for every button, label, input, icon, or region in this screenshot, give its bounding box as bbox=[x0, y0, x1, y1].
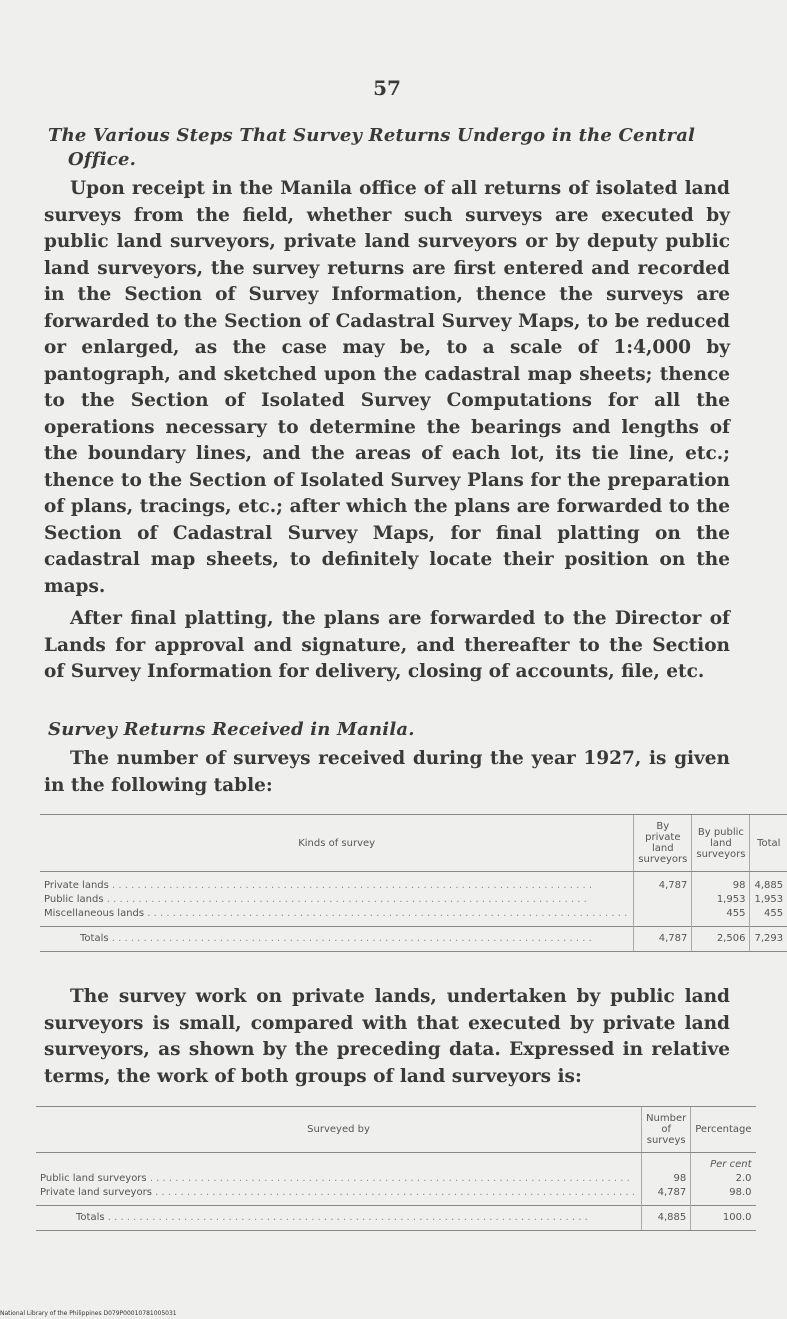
cell-number: 98 bbox=[642, 1172, 691, 1186]
col-kinds-of-survey: Kinds of survey bbox=[40, 815, 634, 872]
col-by-private: By private land surveyors bbox=[634, 815, 692, 872]
percentage-table bbox=[36, 1106, 756, 1231]
col-by-public: By public land surveyors bbox=[692, 815, 750, 872]
total-percentage: 100.0 bbox=[691, 1206, 756, 1231]
row-label: Private land surveyors . . . bbox=[40, 1187, 637, 1198]
cell-total: 4,885 bbox=[750, 872, 787, 894]
cell-total: 1,953 bbox=[750, 893, 787, 907]
table-row bbox=[40, 893, 787, 907]
paragraph-final-platting: After final platting, the plans are forwarded to the Director of Lands for approval and signature, and thereafter to the Section of Survey Information for delivery, closing of accounts, file, etc. bbox=[44, 608, 730, 682]
totals-label: Totals . . . bbox=[80, 933, 594, 944]
cell-public: 98 bbox=[692, 872, 750, 894]
cell-public: 455 bbox=[692, 907, 750, 927]
table-row bbox=[40, 907, 787, 927]
paragraph-table-intro: The number of surveys received during the year 1927, is given in the following table: bbox=[44, 748, 730, 796]
table-row bbox=[36, 1172, 756, 1186]
cell-number: 4,787 bbox=[642, 1186, 691, 1206]
row-label: Miscellaneous lands . . . bbox=[44, 908, 629, 919]
table-row bbox=[36, 1186, 756, 1206]
col-surveyed-by: Surveyed by bbox=[36, 1107, 642, 1153]
unit-row bbox=[36, 1153, 756, 1173]
cell-private bbox=[634, 893, 692, 907]
row-label: Public land surveyors . . . bbox=[40, 1173, 632, 1184]
cell-total: 455 bbox=[750, 907, 787, 927]
section-heading-line2: Office. bbox=[68, 149, 137, 170]
cell-private bbox=[634, 907, 692, 927]
col-number-of-surveys: Number of surveys bbox=[642, 1107, 691, 1153]
col-total: Total bbox=[750, 815, 787, 872]
percent-unit-label: Per cent bbox=[691, 1153, 756, 1173]
page-number: 57 bbox=[373, 76, 401, 100]
surveys-received-table bbox=[40, 814, 787, 952]
col-percentage: Percentage bbox=[691, 1107, 756, 1153]
total-public: 2,506 bbox=[692, 927, 750, 952]
cell-percentage: 98.0 bbox=[691, 1186, 756, 1206]
totals-row bbox=[40, 927, 787, 952]
section-heading-returns: Survey Returns Received in Manila. bbox=[48, 719, 415, 740]
cell-percentage: 2.0 bbox=[691, 1172, 756, 1186]
table-row bbox=[40, 872, 787, 894]
total-private: 4,787 bbox=[634, 927, 692, 952]
totals-label: Totals . . . bbox=[76, 1212, 590, 1223]
section-heading bbox=[48, 124, 738, 172]
row-label: Private lands . . . bbox=[44, 880, 594, 891]
library-footer: National Library of the Philippines D079P00010781005031 bbox=[0, 1310, 177, 1317]
cell-private: 4,787 bbox=[634, 872, 692, 894]
totals-row bbox=[36, 1206, 756, 1231]
row-label: Public lands . . . bbox=[44, 894, 589, 905]
cell-public: 1,953 bbox=[692, 893, 750, 907]
paragraph-comparison: The survey work on private lands, undertaken by public land surveyors is small, compared with that executed by private land surveyors, as shown by the preceding data. Expressed in relative terms, the work of both groups of land surveyors is: bbox=[44, 986, 730, 1087]
section-heading-line1: The Various Steps That Survey Returns Undergo in the Central bbox=[48, 125, 696, 146]
total-all: 7,293 bbox=[750, 927, 787, 952]
paragraph-steps: Upon receipt in the Manila office of all returns of isolated land surveys from the field, whether such surveys are executed by public land surveyors, private land surveyors or by deputy public land surveyors, the survey returns are first entered and recorded in the Section of Survey Information, thence the surveys are forwarded to the Section of Cadastral Survey Maps, to be reduced or enlarged, as the case may be, to a scale of 1:4,000 by pantograph, and sketched upon the cadastral map sheets; thence to the Section of Isolated Survey Computations for all the operations necessary to determine the bearings and lengths of the boundary lines, and the areas of each lot, its tie line, etc.; thence to the Section of Isolated Survey Plans for the preparation of plans, tracings, etc.; after which the plans are forwarded to the Section of Cadastral Survey Maps, for final platting on the cadastral map sheets, to definitely locate their position on the maps. bbox=[44, 178, 730, 597]
total-number: 4,885 bbox=[642, 1206, 691, 1231]
